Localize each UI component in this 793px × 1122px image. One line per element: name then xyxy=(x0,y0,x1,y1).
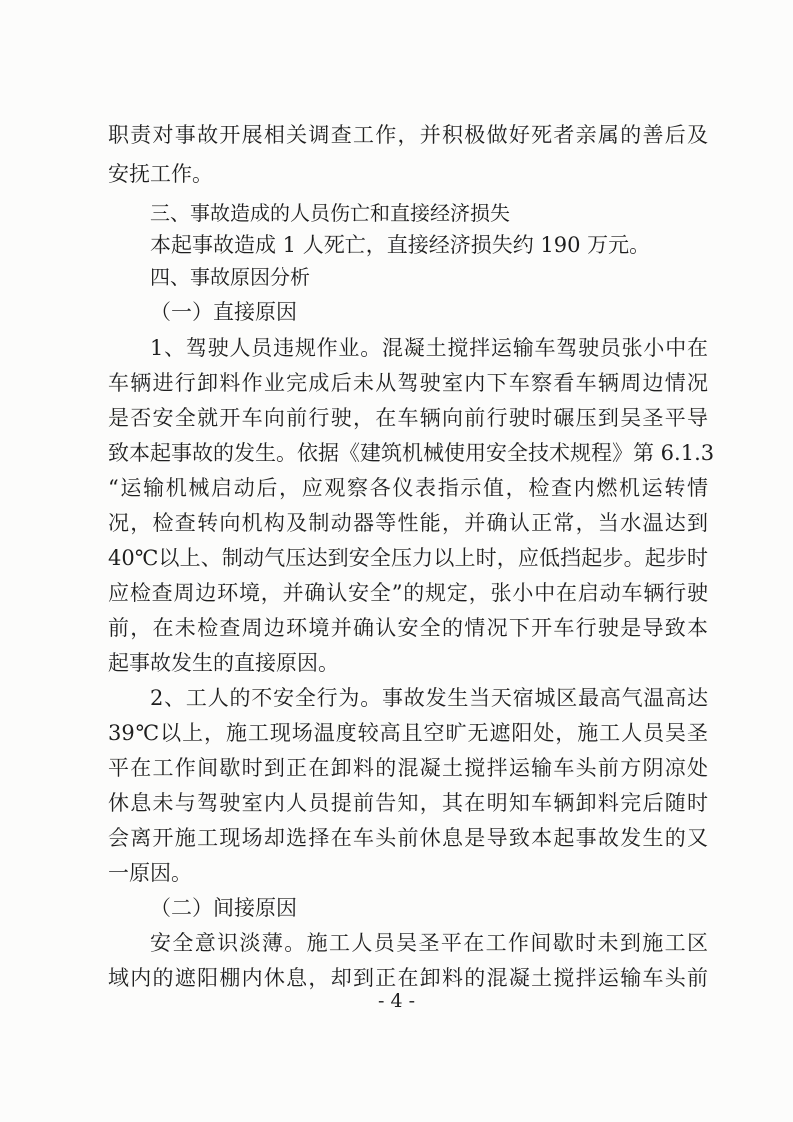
body-line-direct-2: 车辆进行卸料作业完成后未从驾驶室内下车察看车辆周边情况 xyxy=(108,371,708,395)
body-line-worker-4: 休息未与驾驶室内人员提前告知，其在明知车辆卸料完后随时 xyxy=(108,791,708,815)
body-line-2: 安抚工作。 xyxy=(108,162,213,186)
body-line-direct-5: “运输机械启动后，应观察各仪表指示值，检查内燃机运转情 xyxy=(108,476,708,500)
body-line-direct-4: 致本起事故的发生。依据《建筑机械使用安全技术规程》第 6.1.3 xyxy=(108,441,715,465)
body-line-indirect-1: 安全意识淡薄。施工人员吴圣平在工作间歇时未到施工区 xyxy=(150,931,708,955)
body-line-casualty: 本起事故造成 1 人死亡，直接经济损失约 190 万元。 xyxy=(150,233,651,257)
page-number: - 4 - xyxy=(377,990,415,1012)
body-line-direct-6: 况，检查转向机构及制动器等性能，并确认正常，当水温达到 xyxy=(108,511,708,535)
subheading-direct-cause: （一）直接原因 xyxy=(150,300,297,324)
body-line-worker-6: 一原因。 xyxy=(108,861,192,885)
body-line-direct-3: 是否安全就开车向前行驶，在车辆向前行驶时碾压到吴圣平导 xyxy=(108,406,708,430)
body-line-indirect-2: 域内的遮阳棚内休息，却到正在卸料的混凝土搅拌运输车头前 xyxy=(108,966,708,990)
body-line-1: 职责对事故开展相关调查工作，并积极做好死者亲属的善后及 xyxy=(108,123,708,147)
body-line-direct-7: 40℃以上、制动气压达到安全压力以上时，应低挡起步。起步时 xyxy=(108,546,708,570)
subheading-indirect-cause: （二）间接原因 xyxy=(150,896,297,920)
body-line-direct-10: 起事故发生的直接原因。 xyxy=(108,651,339,675)
section-heading-3: 三、事故造成的人员伤亡和直接经济损失 xyxy=(150,201,510,225)
body-line-worker-3: 平在工作间歇时到正在卸料的混凝土搅拌运输车头前方阴凉处 xyxy=(108,756,708,780)
body-line-direct-8: 应检查周边环境，并确认安全”的规定，张小中在启动车辆行驶 xyxy=(108,581,708,605)
body-line-direct-9: 前，在未检查周边环境并确认安全的情况下开车行驶是导致本 xyxy=(108,616,708,640)
section-heading-4: 四、事故原因分析 xyxy=(150,265,310,289)
body-line-worker-2: 39℃以上，施工现场温度较高且空旷无遮阳处，施工人员吴圣 xyxy=(108,721,708,745)
body-line-worker-5: 会离开施工现场却选择在车头前休息是导致本起事故发生的又 xyxy=(108,826,708,850)
body-line-worker-1: 2、工人的不安全行为。事故发生当天宿城区最高气温高达 xyxy=(150,686,708,710)
body-line-direct-1: 1、驾驶人员违规作业。混凝土搅拌运输车驾驶员张小中在 xyxy=(150,336,708,360)
